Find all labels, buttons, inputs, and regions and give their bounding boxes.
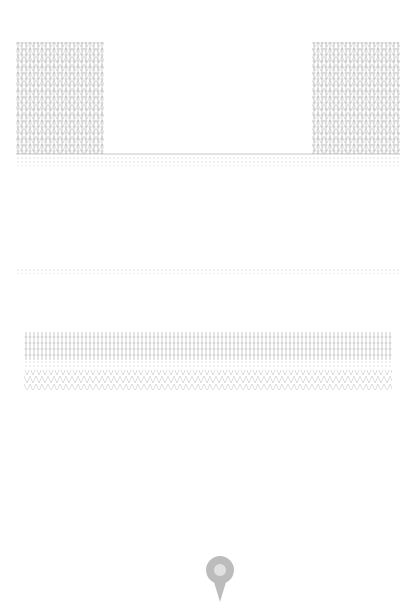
chart-bottom (24, 332, 392, 390)
motif-label-bottom (203, 432, 221, 450)
watermark (200, 546, 414, 608)
chart-top (16, 42, 400, 274)
motif-label-top (203, 188, 221, 206)
pin-icon (200, 554, 240, 604)
stitch-border-bottom (24, 332, 392, 360)
